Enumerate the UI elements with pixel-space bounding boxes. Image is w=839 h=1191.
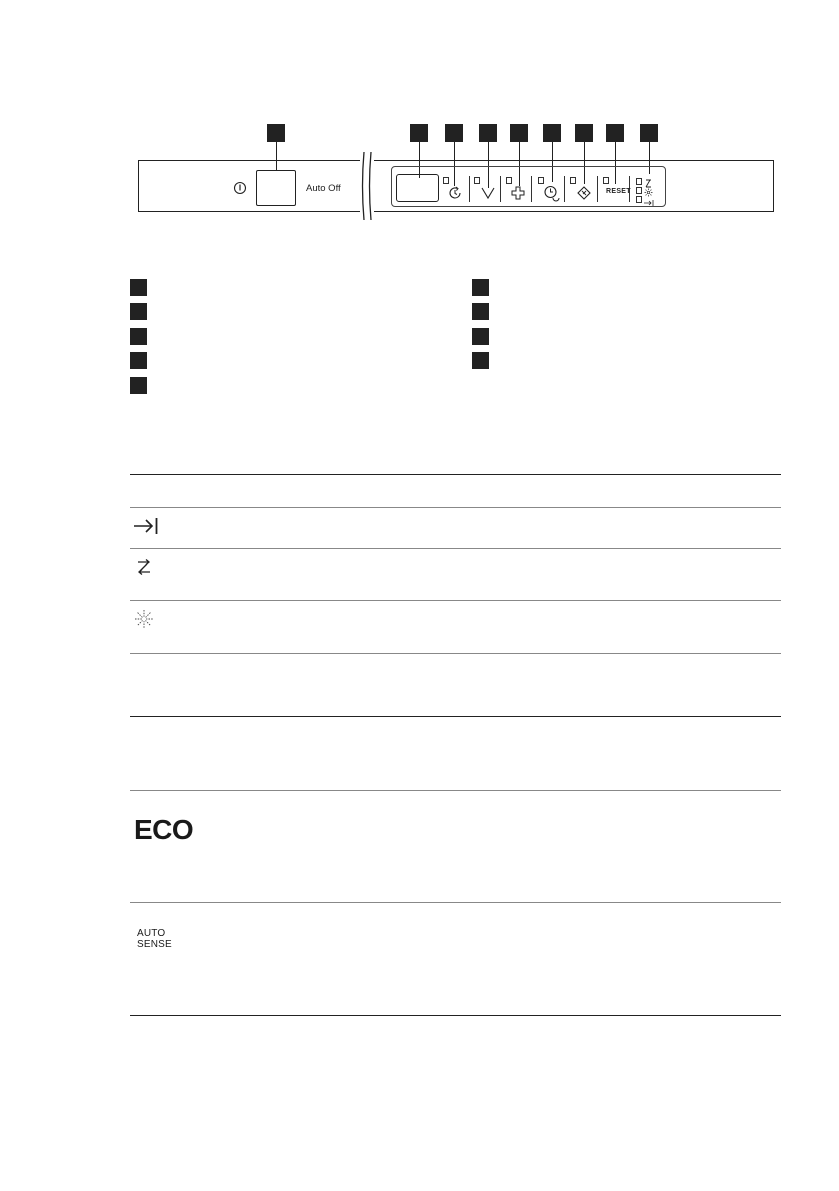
callout-5 <box>510 124 528 142</box>
table2-rule <box>130 790 781 791</box>
autosense-line2: SENSE <box>137 939 172 950</box>
callout-4 <box>479 124 497 142</box>
on-off-button[interactable] <box>256 170 296 206</box>
delay-start-button[interactable] <box>447 185 463 201</box>
plus-outline-icon <box>510 185 526 201</box>
callout-2 <box>410 124 428 142</box>
led-xtra <box>570 177 576 184</box>
table1-top-rule <box>130 474 781 475</box>
led-time <box>538 177 544 184</box>
table1-rule <box>130 600 781 601</box>
callout-7 <box>575 124 593 142</box>
led-delay <box>443 177 449 184</box>
table2-bottom-rule <box>130 1015 781 1016</box>
eco-label: ECO <box>134 814 194 845</box>
rinse-aid-icon <box>134 557 154 577</box>
clock-speed-icon <box>543 184 561 202</box>
autosense-line1: AUTO <box>137 928 166 939</box>
leader-1 <box>276 142 277 170</box>
end-arrow-icon <box>133 516 159 536</box>
power-icon <box>233 181 247 195</box>
table1-rule <box>130 507 781 508</box>
legend-marker-5 <box>130 377 147 394</box>
timemanager-button[interactable] <box>543 184 561 202</box>
table1-rule <box>130 548 781 549</box>
separator <box>531 176 532 202</box>
callout-1 <box>267 124 285 142</box>
separator <box>469 176 470 202</box>
separator <box>564 176 565 202</box>
callout-3 <box>445 124 463 142</box>
rinse-aid-icon <box>644 175 653 184</box>
legend-marker-6 <box>472 279 489 296</box>
salt-icon <box>644 184 653 193</box>
reset-button[interactable]: RESET <box>606 188 631 195</box>
separator <box>500 176 501 202</box>
autosense-label <box>137 928 172 950</box>
indicator-led <box>636 196 642 203</box>
callout-6 <box>543 124 561 142</box>
auto-off-label: Auto Off <box>306 183 341 194</box>
panel-break <box>360 150 374 222</box>
indicator-led <box>636 178 642 185</box>
chevron-down-icon <box>480 186 496 200</box>
clock-arrow-icon <box>447 185 463 201</box>
legend-marker-9 <box>472 352 489 369</box>
end-arrow-icon <box>644 194 654 202</box>
legend-marker-3 <box>130 328 147 345</box>
callout-9 <box>640 124 658 142</box>
led-extra <box>506 177 512 184</box>
led-reset <box>603 177 609 184</box>
callout-8 <box>606 124 624 142</box>
legend-marker-8 <box>472 328 489 345</box>
legend-marker-7 <box>472 303 489 320</box>
legend-marker-4 <box>130 352 147 369</box>
diamond-icon <box>576 185 592 201</box>
separator <box>597 176 598 202</box>
legend-marker-2 <box>130 303 147 320</box>
down-button[interactable] <box>480 186 496 200</box>
table2-top-rule <box>130 716 781 717</box>
salt-sparkle-icon <box>134 609 154 629</box>
xtradry-button[interactable] <box>576 185 592 201</box>
table2-rule <box>130 902 781 903</box>
legend-marker-1 <box>130 279 147 296</box>
extra-button[interactable] <box>510 185 526 201</box>
table1-rule <box>130 653 781 654</box>
indicator-led <box>636 187 642 194</box>
display <box>396 174 439 202</box>
led-down <box>474 177 480 184</box>
